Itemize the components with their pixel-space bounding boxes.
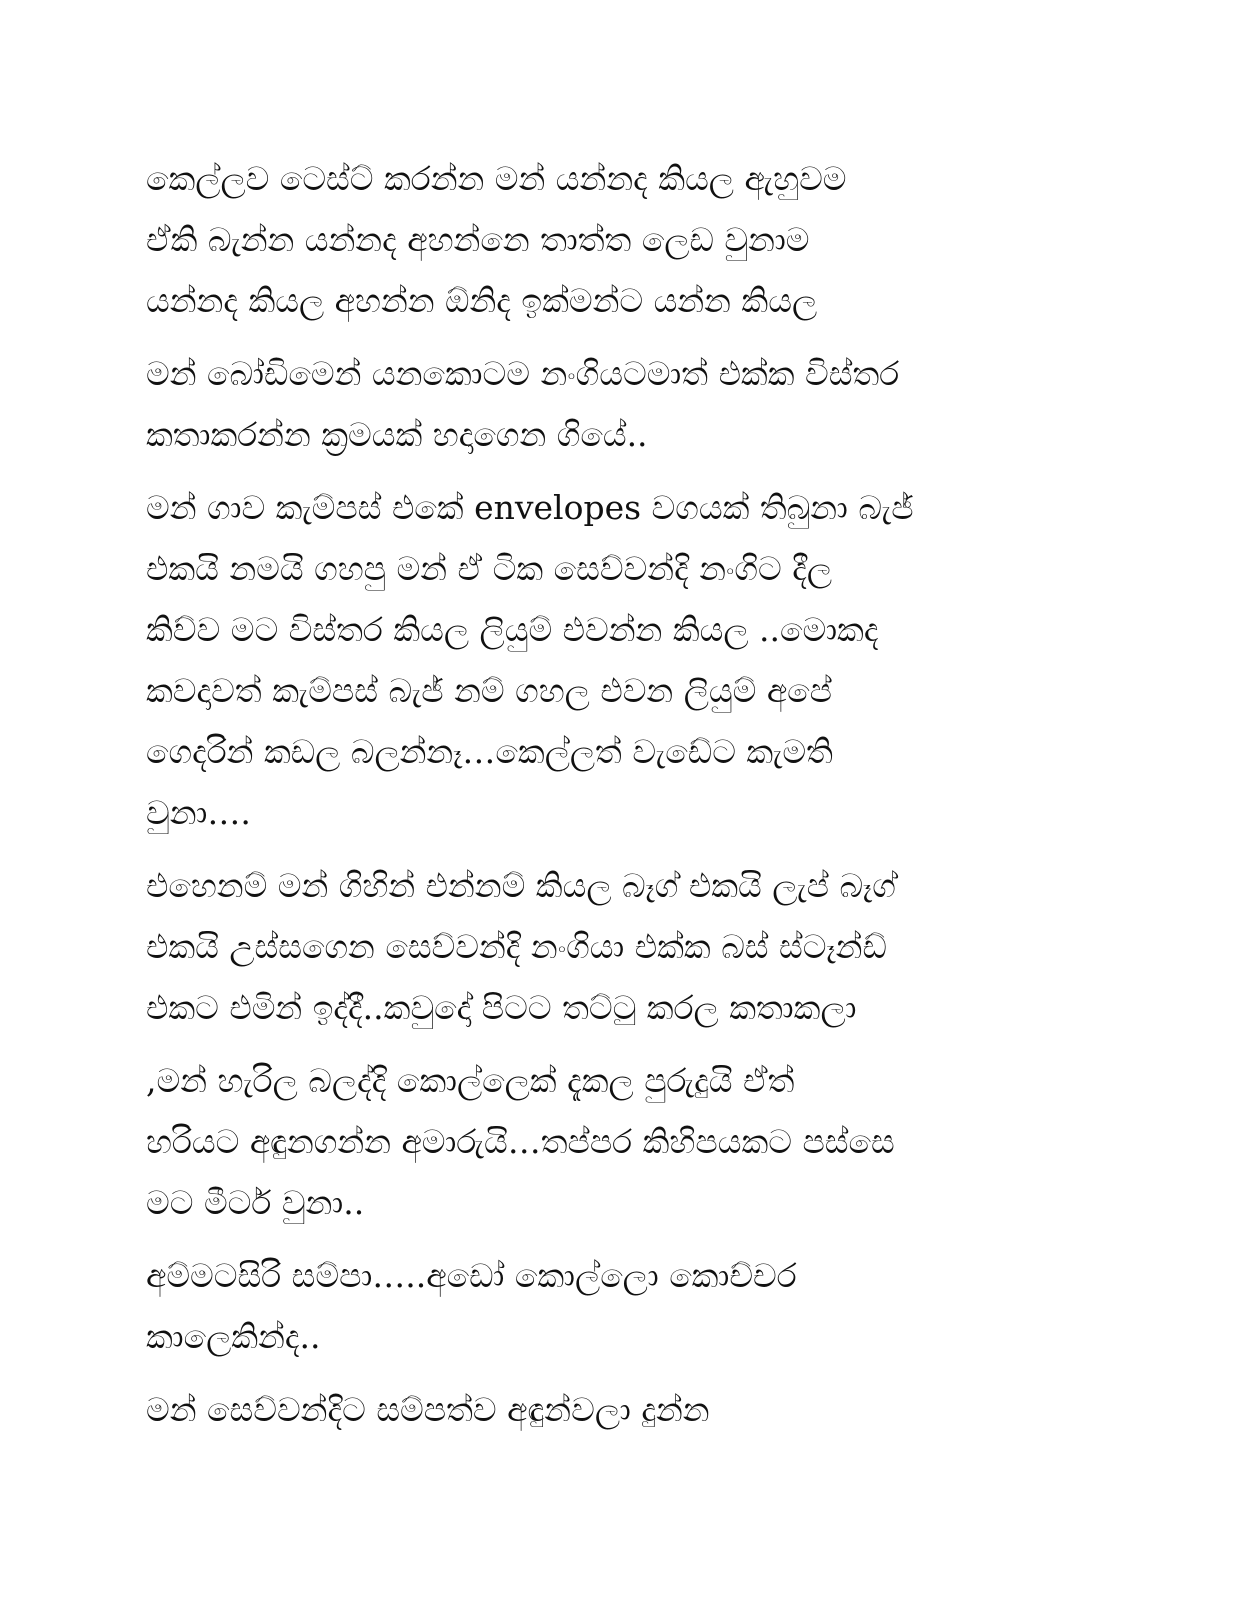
text-line: කවදාවත් කැම්පස් බැජ් නම් ගහල එවන ලියුම් අපේ [146,671,832,710]
text-line: අම්මටසිරි සම්පා…..අඩෝ කොල්ලො කොච්චර [146,1256,797,1295]
text-line: මන් බෝඩිමෙන් යනකොටම නංගියටමාත් එක්ක විස්තර [146,354,900,393]
paragraph [146,1379,1106,1440]
text-line: ඒකි බැන්න යන්නද අහන්නෙ තාත්ත ලෙඩ වුනාම [146,220,810,259]
text-line: මන් සෙව්වන්දිට සම්පත්ව අඳුන්වලා දුන්න [146,1390,710,1429]
text-line: කතාකරන්න ක්‍රමයක් හදාගෙන ගියේ.. [146,415,648,454]
text-line: කෙල්ලව ටෙස්ට් කරන්න මන් යන්නද කියල ඇහුවම [146,159,847,198]
text-line: කිව්ව මට විස්තර කියල ලියුම් එවන්න කියල ..මොකද [146,610,879,649]
text-line: වුනා…. [146,793,251,832]
paragraph [146,148,1106,331]
text-line: එකට එමින් ඉද්දී..කවුදෝ පිටට තට්ටු කරල කතාකලා [146,988,857,1027]
text-line: යන්නද කියල අහන්න ඕනිද ඉක්මන්ට යන්න කියල [146,281,818,320]
paragraph [146,1245,1106,1367]
paragraph [146,855,1106,1038]
paragraph [146,1050,1106,1233]
text-line: එකයි නමයි ගහපු මන් ඒ ටික සෙව්වන්දි නංගිට දීල [146,549,833,588]
text-line: ගෙදරින් කඩල බලන්නෑ…කෙල්ලත් වැඩේට කැමති [146,732,833,771]
text-line: එකයි උස්සගෙන සෙව්වන්දි නංගියා එක්ක බස් ස්ටෑන්ඩ් [146,927,887,966]
story-text [146,148,1106,1452]
text-line: මන් ගාව කැම්පස් එකේ envelopes වගයක් තිබුනා බැජ් [146,488,914,527]
text-line: ,මන් හැරිල බලද්දි කොල්ලෙක් දැකල පුරුදුයි ඒත් [146,1061,795,1100]
paragraph [146,477,1106,843]
paragraph [146,343,1106,465]
text-line: කාලෙකින්ද.. [146,1317,321,1356]
text-line: මට මීටර් වුනා.. [146,1183,365,1222]
text-line: එහෙනම් මන් ගිහින් එන්නම් කියල බෑග් එකයි ලැප් බෑග් [146,866,896,905]
text-line: හරියට අඳුනගන්න අමාරුයි…තප්පර කිහිපයකට පස්සෙ [146,1122,895,1161]
